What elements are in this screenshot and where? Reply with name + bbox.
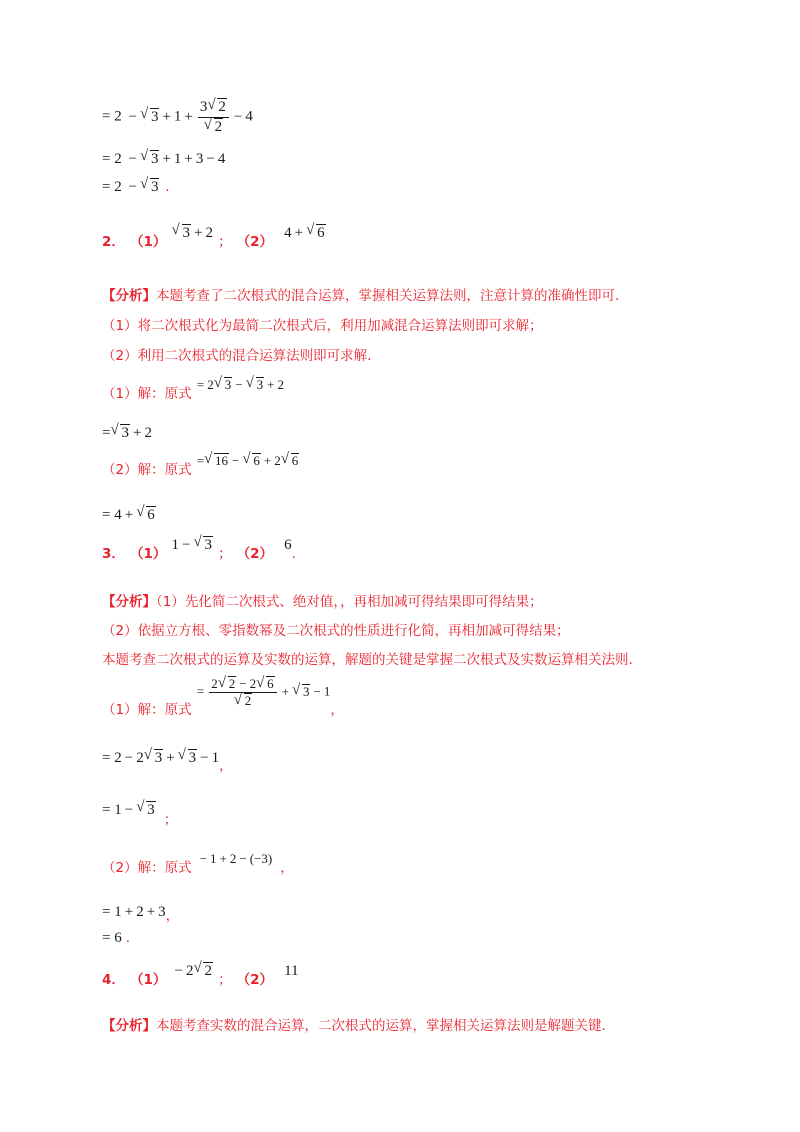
q3-hint-2: （2）依据立方根、零指数幂及二次根式的性质进行化简，再相加减可得结果； xyxy=(102,623,570,639)
fraction: 3√ 2 √ 2 xyxy=(198,98,229,137)
q2-solution-2: （2）解：原式 $^{=√ 16 -√ 6 + 2√ 6}$ xyxy=(102,458,299,478)
q3-solution-2-result: = 6 . xyxy=(102,930,131,946)
step-line-1: = 2 −√ 3 + 1 + 3√ 2 √ 2 − 4 xyxy=(102,98,253,137)
q3-number: 3． xyxy=(102,546,125,562)
q2-solution-1-result: =√ 3 + 2 xyxy=(102,424,152,442)
q2-solution-1: （1）解：原式 $^{= 2√ 3 -√ 3 + 2}$ xyxy=(102,382,284,402)
q2-answer-line: 2． （1） √ 3 + 2 ； （2） 4 +√ 6 xyxy=(102,230,326,251)
step-line-3: = 2 −√ 3 . xyxy=(102,178,169,196)
q4-number: 4． xyxy=(102,972,125,988)
q3-solution-1: $_{(1)解:原式}$ = 2√ 2 − 2√ 6 √ 2 +√ $3 - 1_,$ xyxy=(102,676,344,710)
q2-analysis: 【分析】本题考查了二次根式的混合运算，掌握相关运算法则，注意计算的准确性即可. xyxy=(102,288,620,304)
q3-solution-1-step: = 2 − 2√ 3 +√ 3 − 1， xyxy=(102,746,233,767)
q3-answer-line: 3． （1） 1 −√ 3 ； （2） 6. xyxy=(102,542,296,563)
step-line-2: = 2 −√ 3 + 1 + 3 − 4 xyxy=(102,150,225,168)
q2-solution-2-result: = 4 +√ 6 xyxy=(102,506,156,524)
q4-answer-line: 4． （1） − 2√ 2 ； （2） 11 xyxy=(102,968,299,989)
q3-solution-1-result: = 1 −√ 3； xyxy=(102,798,177,819)
q2-hint-2: （2）利用二次根式的混合运算法则即可求解. xyxy=(102,348,372,364)
q3-summary: 本题考查二次根式的运算及实数的运算，解题的关键是掌握二次根式及实数运算相关法则. xyxy=(102,652,633,668)
q2-hint-1: （1）将二次根式化为最简二次根式后，利用加减混合运算法则即可求解； xyxy=(102,318,543,334)
q2-number: 2． xyxy=(102,234,125,250)
q3-solution-2-step: = 1 + 2 + 3， xyxy=(102,904,180,924)
q3-solution-2: （2）解：原式 $^{- 1 + 2 - (-3)}$， xyxy=(102,851,294,876)
q4-analysis: 【分析】本题考查实数的混合运算，二次根式的运算，掌握相关运算法则是解题关键. xyxy=(102,1018,606,1034)
q3-analysis: 【分析】（1）先化简二次根式、绝对值，，再相加减可得结果即可得结果； xyxy=(102,594,543,610)
